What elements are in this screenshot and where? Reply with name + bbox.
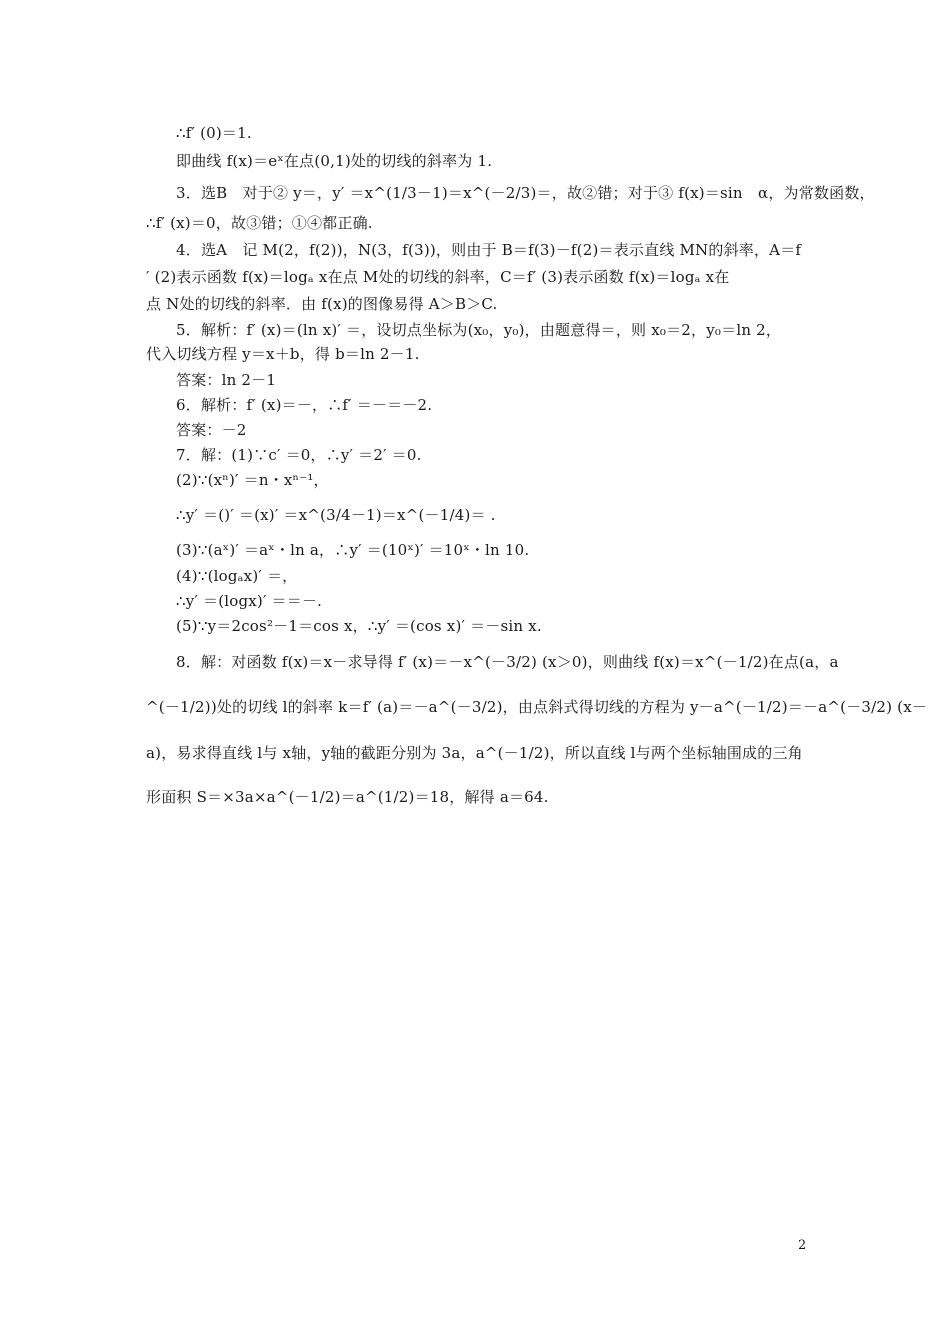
text-line: 7．解：(1)∵c′ ＝0，∴y′ ＝2′ ＝0. — [176, 446, 422, 464]
text-line: 即曲线 f(x)＝eˣ在点(0,1)处的切线的斜率为 1. — [176, 152, 493, 170]
text-line: 5．解析：f′ (x)＝(ln x)′ ＝，设切点坐标为(x₀，y₀)，由题意得＝，则 x₀＝2，y₀＝ln 2， — [176, 321, 782, 339]
text-line: 6．解析：f′ (x)＝－，∴f′ ＝－＝－2. — [176, 396, 433, 414]
text-line: (5)∵y＝2cos²－1＝cos x，∴y′ ＝(cos x)′ ＝－sin x. — [176, 617, 542, 635]
text-line: 点 N处的切线的斜率．由 f(x)的图像易得 A＞B＞C. — [146, 295, 498, 313]
text-line: ∴f′ (x)＝0，故③错；①④都正确. — [146, 214, 373, 232]
text-line: 3．选B 对于② y＝，y′ ＝x^(1/3－1)＝x^(－2/3)＝，故②错；对于③ f(x)＝sin α，为常数函数， — [176, 184, 875, 202]
text-line: (3)∵(aˣ)′ ＝aˣ・ln a，∴y′ ＝(10ˣ)′ ＝10ˣ・ln 10. — [176, 541, 530, 559]
text-line: 答案：－2 — [176, 421, 247, 439]
text-line: ∴y′ ＝()′ ＝(x)′ ＝x^(3/4－1)＝x^(－1/4)＝ . — [176, 506, 496, 524]
text-line: 形面积 S＝×3a×a^(－1/2)＝a^(1/2)＝18，解得 a＝64. — [146, 788, 549, 806]
text-line: (4)∵(logₐx)′ ＝， — [176, 567, 298, 585]
text-line: ^(－1/2))处的切线 l的斜率 k＝f′ (a)＝－a^(－3/2)，由点斜式得切线的方程为 y－a^(－1/2)＝－a^(－3/2) (x－ — [146, 698, 928, 716]
text-line: 8．解：对函数 f(x)＝x－求导得 f′ (x)＝－x^(－3/2) (x＞0)，则曲线 f(x)＝x^(－1/2)在点(a，a — [176, 653, 839, 671]
text-line: ∴y′ ＝(logx)′ ＝＝－. — [176, 592, 323, 610]
text-line: ′ (2)表示函数 f(x)＝logₐ x在点 M处的切线的斜率，C＝f′ (3)表示函数 f(x)＝logₐ x在 — [146, 268, 730, 286]
text-line: 答案：ln 2－1 — [176, 371, 277, 389]
text-line: 4．选A 记 M(2，f(2))，N(3，f(3))，则由于 B＝f(3)－f(2)＝表示直线 MN的斜率，A＝f — [176, 241, 802, 259]
text-line: 代入切线方程 y＝x＋b，得 b＝ln 2－1. — [146, 345, 420, 363]
page-number: 2 — [798, 1238, 807, 1253]
text-line: (2)∵(xⁿ)′ ＝n・xⁿ⁻¹， — [176, 471, 329, 489]
text-line: a)，易求得直线 l与 x轴，y轴的截距分别为 3a，a^(－1/2)，所以直线 l与两个坐标轴围成的三角 — [146, 744, 803, 762]
text-line: ∴f′ (0)＝1. — [176, 124, 252, 142]
